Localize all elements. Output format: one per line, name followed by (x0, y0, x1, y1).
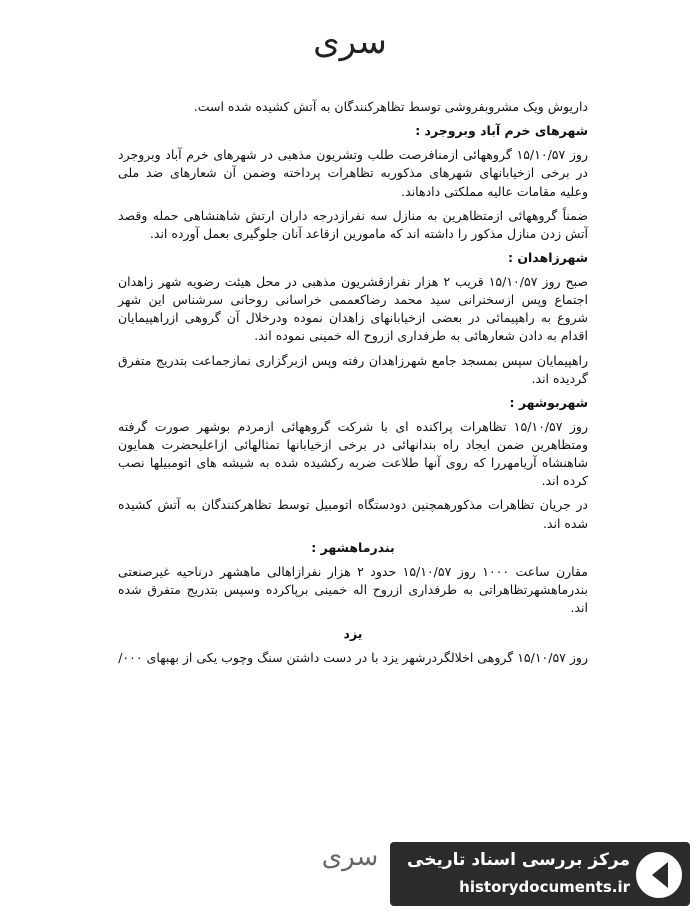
paragraph: روز ۱۵/۱۰/۵۷ تظاهرات پراکنده ای با شرکت گروههائی ازمردم بوشهر صورت گرفته ومتظاهرین ضمن ایجاد راه بندانهائی در برخی ازخیابانها تمثالهائی ازاعلیحضرت همایون شاهنشاه آریامهررا که روی آنها طلاعت ضربه رکشیده شده به شیشه های اتومبیلها نصب کرده اند. (118, 418, 589, 489)
section-heading: شهرهای خرم آباد وبروجرد : (415, 123, 588, 139)
paragraph: روز ۱۵/۱۰/۵۷ گروهی اخلالگردرشهر یزد با در دست داشتن سنگ وچوب یکی از بهبهای ۰۰۰/ (118, 650, 588, 666)
section-heading: یزد (343, 626, 363, 642)
section-heading: شهرزاهدان : (508, 249, 588, 265)
document-body (118, 98, 588, 673)
section-heading: شهربوشهر : (509, 394, 588, 410)
paragraph: مقارن ساعت ۱۰۰۰ روز ۱۵/۱۰/۵۷ حدود ۲ هزار نفرازاهالی ماهشهر درناحیه غیرصنعتی بندرماهشهرتظاهراتی به طرفداری ازروح اله خمینی برپاکرده وسپس بتدریج متفرق شده اند. (118, 563, 589, 615)
paragraph: ضمناً گروههائی ازمتظاهرین به منازل سه نفرازدرجه داران ارتش شاهنشاهی حمله وقصد آتش زدن منازل مذکور را داشته اند که مامورین ازقاعد آنان جلوگیری بعمل آورده اند. (118, 207, 588, 241)
classification-header: سری (313, 22, 387, 62)
section-heading: بندرماهشهر : (311, 539, 395, 555)
paragraph: در جریان تظاهرات مذکورهمچنین دودستگاه اتومبیل توسط تظاهرکنندگان به آتش کشیده شده اند. (118, 497, 588, 531)
paragraph: راهپیمایان سپس بمسجد جامع شهرزاهدان رفته وپس ازبرگزاری نمازجماعت بتدریج متفرق گردیده اند. (118, 352, 588, 386)
archive-url: historydocuments.ir (459, 878, 630, 896)
archive-title: مرکز بررسی اسناد تاریخی (407, 850, 630, 870)
classification-footer: سری (321, 842, 379, 872)
paragraph: روز ۱۵/۱۰/۵۷ گروههائی ازمنافرصت طلب وتشریون مذهبی در شهرهای خرم آباد وبروجرد در برخی ازخیابانهای شهرهای مذکوربه تظاهرات پرداخته وضمن آن شعارهای ضد ملی وعلیه مقامات عالیه مملکتی دادهاند. (118, 147, 588, 199)
paragraph: داریوش ویک مشروبفروشی توسط تظاهرکنندگان به آتش کشیده شده است. (193, 99, 588, 114)
archive-watermark (390, 842, 690, 906)
archive-logo-icon (636, 852, 682, 898)
paragraph: صبح روز ۱۵/۱۰/۵۷ قریب ۲ هزار نفرازقشریون مذهبی در محل هیئت رضویه شهر زاهدان اجتماع وپس ازسخنرانی سید محمد رضاکعممی خراسانی روحانی سرشناس این شهر شروع به راهپیمائی در بعضی ازخیابانهای زاهدان نموده ودرخلال آن گروهی ازراهپیمایان اقدام به دادن شعارهائی به طرفداری ازروح اله خمینی نموده اند. (118, 274, 588, 344)
